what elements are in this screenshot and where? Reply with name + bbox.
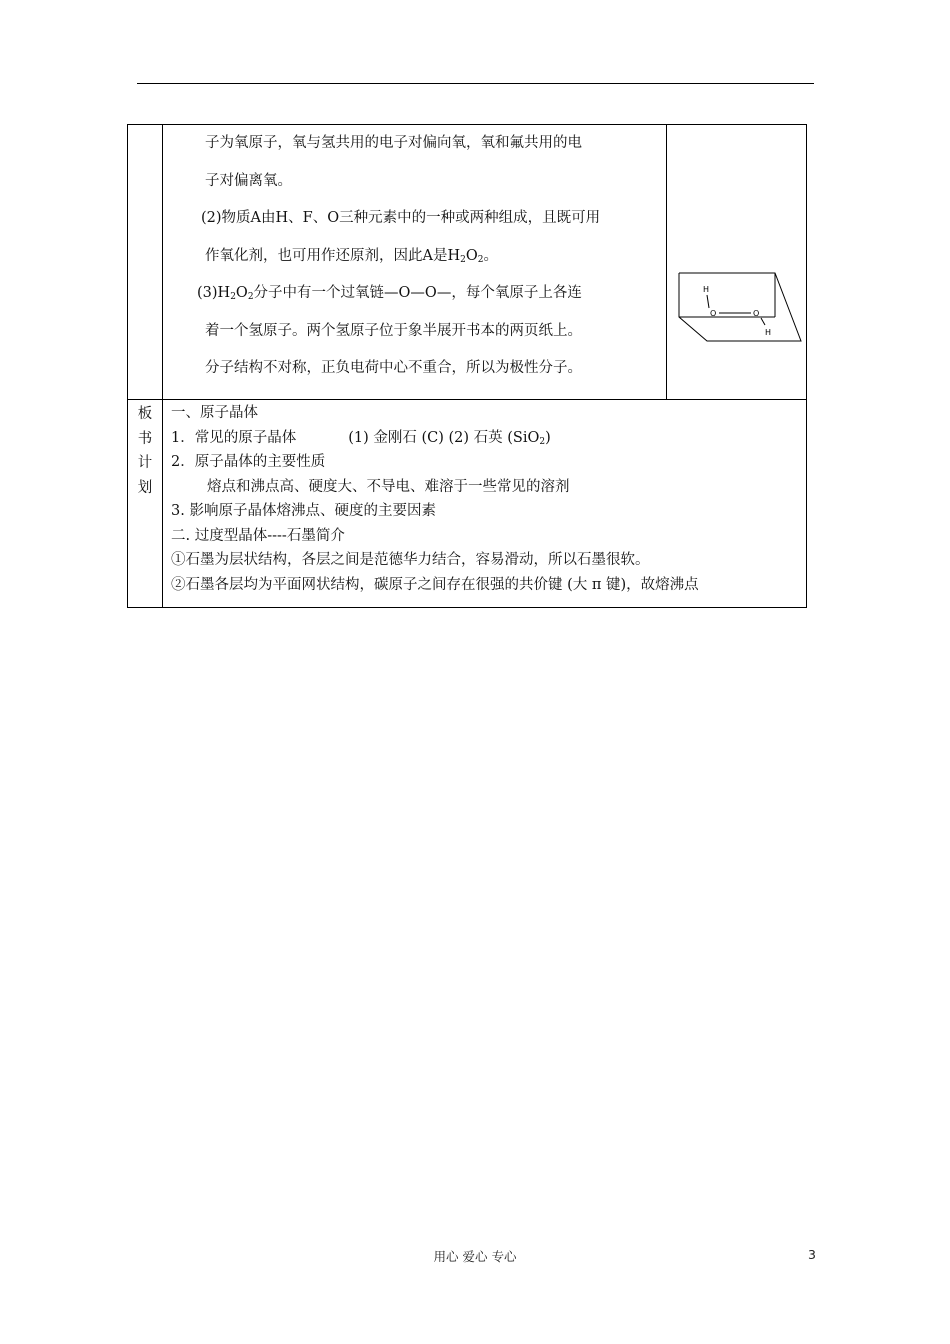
subscript-2: 2 — [539, 436, 546, 447]
board-line-2 — [171, 426, 806, 451]
subscript-2: 2 — [477, 254, 484, 265]
label-char-1: 板 — [137, 406, 153, 422]
o-h-bond-2 — [761, 318, 765, 325]
line-2-b: (1) 金刚石 (C) (2) 石英 (SiO — [348, 429, 540, 446]
line-5-head: (3)H — [197, 285, 231, 301]
line-5-tail: 分子中有一个过氧链—O—O—，每个氧原子上各连 — [253, 285, 582, 301]
board-line-1: 一、原子晶体 — [171, 405, 258, 421]
label-char-3: 计 — [137, 455, 153, 471]
side-label-cell — [128, 400, 163, 608]
line-4-o: O — [465, 247, 478, 264]
hydrogen-label-1: H — [703, 285, 710, 294]
explanation-line-4 — [201, 242, 658, 280]
side-label-cell-empty — [128, 125, 163, 400]
board-line-5: 3. 影响原子晶体熔沸点、硬度的主要因素 — [171, 503, 436, 519]
figure-cell — [667, 125, 807, 400]
board-plan-label — [128, 400, 162, 500]
lesson-table — [127, 124, 807, 608]
label-char-4: 划 — [137, 479, 153, 496]
board-plan-cell — [163, 400, 807, 608]
board-line-4: 熔点和沸点高、硬度大、不导电、难溶于一些常见的溶剂 — [207, 478, 570, 495]
oxygen-label-1: O — [710, 309, 717, 318]
explanation-line-5 — [193, 279, 658, 317]
explanation-line-6: 着一个氢原子。两个氢原子位于象半展开书本的两页纸上。 — [205, 322, 582, 339]
board-line-7: ①石墨为层状结构，各层之间是范德华力结合，容易滑动，所以石墨很软。 — [171, 552, 650, 568]
explanation-line-3: (2)物质A由H、F、O三种元素中的一种或两种组成，且既可用 — [201, 210, 601, 226]
hydrogen-label-2: H — [765, 328, 772, 337]
subscript-2: 2 — [247, 292, 254, 302]
o-h-bond-1 — [707, 295, 709, 308]
board-line-8: ②石墨各层均为平面网状结构，碳原子之间存在很强的共价键 (大 π 键)，故熔沸点 — [171, 576, 699, 593]
h2o2-structure-figure — [667, 125, 807, 399]
table-row-board-plan — [128, 400, 807, 608]
line-4-tail: 。 — [483, 247, 498, 264]
table-row-explanation — [128, 125, 807, 400]
explanation-line-2: 子对偏离氧。 — [205, 172, 292, 189]
explanation-line-7: 分子结构不对称，正负电荷中心不重合，所以为极性分子。 — [205, 360, 582, 376]
h2o2-structure-diagram — [667, 125, 807, 399]
line-2-c: ) — [545, 429, 551, 446]
line-4-text: 作氧化剂，也可用作还原剂，因此A是H — [205, 247, 461, 264]
board-line-6: 二. 过度型晶体----石墨简介 — [171, 527, 345, 544]
page-number: 3 — [808, 1247, 816, 1262]
oxygen-label-2: O — [753, 309, 760, 318]
board-line-3: 2．原子晶体的主要性质 — [171, 454, 326, 470]
header-rule — [137, 83, 814, 84]
line-5-o: O — [235, 285, 248, 301]
book-page-outline — [679, 273, 801, 341]
subscript-2: 2 — [460, 254, 466, 265]
line-2-a: 1．常见的原子晶体 — [171, 429, 297, 446]
subscript-2: 2 — [230, 292, 236, 302]
label-char-2: 书 — [137, 430, 153, 447]
explanation-line-1: 子为氧原子，氧与氢共用的电子对偏向氧，氧和氟共用的电 — [205, 135, 582, 151]
footer-slogan: 用心 爱心 专心 — [433, 1249, 517, 1264]
explanation-text-cell — [163, 125, 667, 400]
